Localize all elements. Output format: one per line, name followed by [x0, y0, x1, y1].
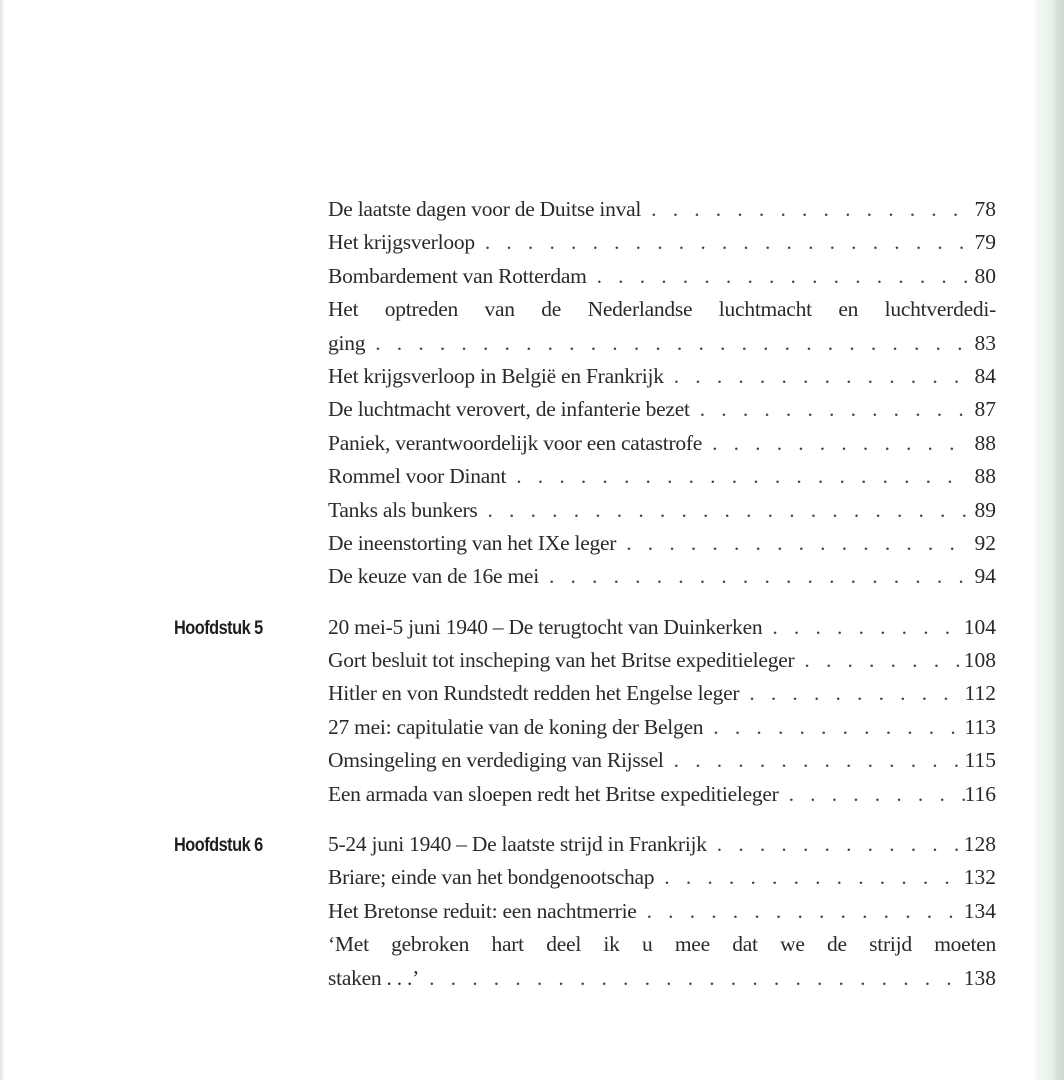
toc-entry	[174, 260, 996, 293]
page-number: 92	[974, 530, 996, 555]
toc-section-chapter-6	[174, 828, 996, 995]
dot-leader	[641, 193, 968, 226]
entry-title: De luchtmacht verovert, de infanterie bezet	[328, 397, 690, 422]
toc-entry	[174, 744, 996, 777]
page-number: 88	[974, 464, 996, 489]
entry-title: Het krijgsverloop	[328, 230, 475, 255]
dot-leader	[365, 327, 968, 360]
page-number: 138	[963, 965, 996, 990]
toc-entry	[174, 560, 996, 593]
chapter-label: Hoofdstuk 5	[174, 617, 263, 639]
entry-title: Het Bretonse reduit: een nachtmerrie	[328, 898, 637, 923]
dot-leader	[587, 260, 968, 293]
chapter-label: Hoofdstuk 6	[174, 835, 263, 857]
page-number: 78	[974, 197, 996, 221]
dot-leader	[664, 360, 968, 393]
page-number: 79	[974, 230, 996, 255]
entry-title: Een armada van sloepen redt het Britse expeditieleger	[328, 781, 779, 806]
entry-title: Het krijgsverloop in België en Frankrijk	[328, 363, 664, 388]
entry-title: De ineenstorting van het IXe leger	[328, 530, 617, 555]
toc-entry	[174, 327, 996, 360]
entry-title: 20 mei-5 juni 1940 – De terugtocht van Duinkerken	[328, 614, 763, 639]
page-number: 94	[974, 564, 996, 589]
entry-title: Bombardement van Rotterdam	[328, 263, 587, 288]
entry-title: Gort besluit tot inscheping van het Britse expeditieleger	[328, 648, 795, 673]
toc-entry	[174, 226, 996, 259]
page-number: 80	[974, 263, 996, 288]
dot-leader	[707, 828, 964, 861]
page-number: 115	[964, 748, 996, 773]
toc-entry	[174, 828, 996, 861]
page-left-edge	[0, 0, 4, 1080]
dot-leader	[739, 677, 964, 710]
page-number: 88	[974, 430, 996, 455]
toc-entry	[174, 861, 996, 894]
toc-section-chapter-5	[174, 611, 996, 811]
page-number: 128	[963, 832, 996, 857]
dot-leader	[475, 226, 968, 259]
page-number: 83	[974, 330, 996, 355]
page-number: 104	[963, 614, 996, 639]
page-number: 132	[963, 865, 996, 890]
entry-title: Omsingeling en verdediging van Rijssel	[328, 748, 664, 773]
entry-title: ‘Met gebroken hart deel ik u mee dat we de strijd moeten	[328, 932, 996, 957]
dot-leader	[478, 494, 969, 527]
entry-title: Hitler en von Rundstedt redden het Engelse leger	[328, 681, 740, 706]
table-of-contents	[174, 193, 996, 1012]
dot-leader	[419, 962, 964, 995]
toc-entry	[174, 644, 996, 677]
dot-leader	[762, 611, 963, 644]
toc-entry	[174, 677, 996, 710]
toc-entry	[174, 494, 996, 527]
toc-entry	[174, 527, 996, 560]
dot-leader	[637, 895, 964, 928]
entry-title: Het optreden van de Nederlandse luchtmacht en luchtverdedi-	[328, 297, 996, 322]
toc-entry	[174, 360, 996, 393]
toc-entry	[174, 962, 996, 995]
dot-leader	[664, 744, 965, 777]
toc-entry	[174, 778, 996, 811]
page-number: 113	[964, 714, 996, 739]
page-number: 116	[964, 781, 996, 806]
entry-title: Paniek, verantwoordelijk voor een catastrofe	[328, 430, 703, 455]
page-number: 108	[963, 648, 996, 673]
entry-title: ging	[328, 330, 366, 355]
dot-leader	[703, 711, 964, 744]
entry-title: Tanks als bunkers	[328, 497, 478, 522]
page-number: 87	[974, 397, 996, 422]
toc-entry	[174, 193, 996, 226]
entry-title: 5-24 juni 1940 – De laatste strijd in Frankrijk	[328, 832, 707, 857]
entry-title: De laatste dagen voor de Duitse inval	[328, 197, 642, 221]
toc-section-continued	[174, 193, 996, 594]
dot-leader	[794, 644, 963, 677]
page-number: 84	[974, 363, 996, 388]
entry-title: De keuze van de 16e mei	[328, 564, 539, 589]
toc-entry	[174, 895, 996, 928]
dot-leader	[506, 460, 968, 493]
toc-entry	[174, 711, 996, 744]
dot-leader	[779, 778, 965, 811]
entry-title: 27 mei: capitulatie van de koning der Belgen	[328, 714, 704, 739]
toc-entry	[174, 393, 996, 426]
dot-leader	[654, 861, 963, 894]
page-number: 89	[974, 497, 996, 522]
dot-leader	[616, 527, 968, 560]
page-right-edge	[1032, 0, 1064, 1080]
toc-entry-wrapped-line	[174, 293, 996, 326]
entry-title: Rommel voor Dinant	[328, 464, 507, 489]
toc-entry	[174, 427, 996, 460]
entry-title: staken . . .’	[328, 965, 420, 990]
toc-entry	[174, 611, 996, 644]
toc-entry	[174, 460, 996, 493]
dot-leader	[539, 560, 968, 593]
toc-entry-wrapped-line	[174, 928, 996, 961]
dot-leader	[690, 393, 968, 426]
dot-leader	[702, 427, 968, 460]
entry-title: Briare; einde van het bondgenootschap	[328, 865, 655, 890]
page-number: 112	[964, 681, 996, 706]
page-number: 134	[963, 898, 996, 923]
